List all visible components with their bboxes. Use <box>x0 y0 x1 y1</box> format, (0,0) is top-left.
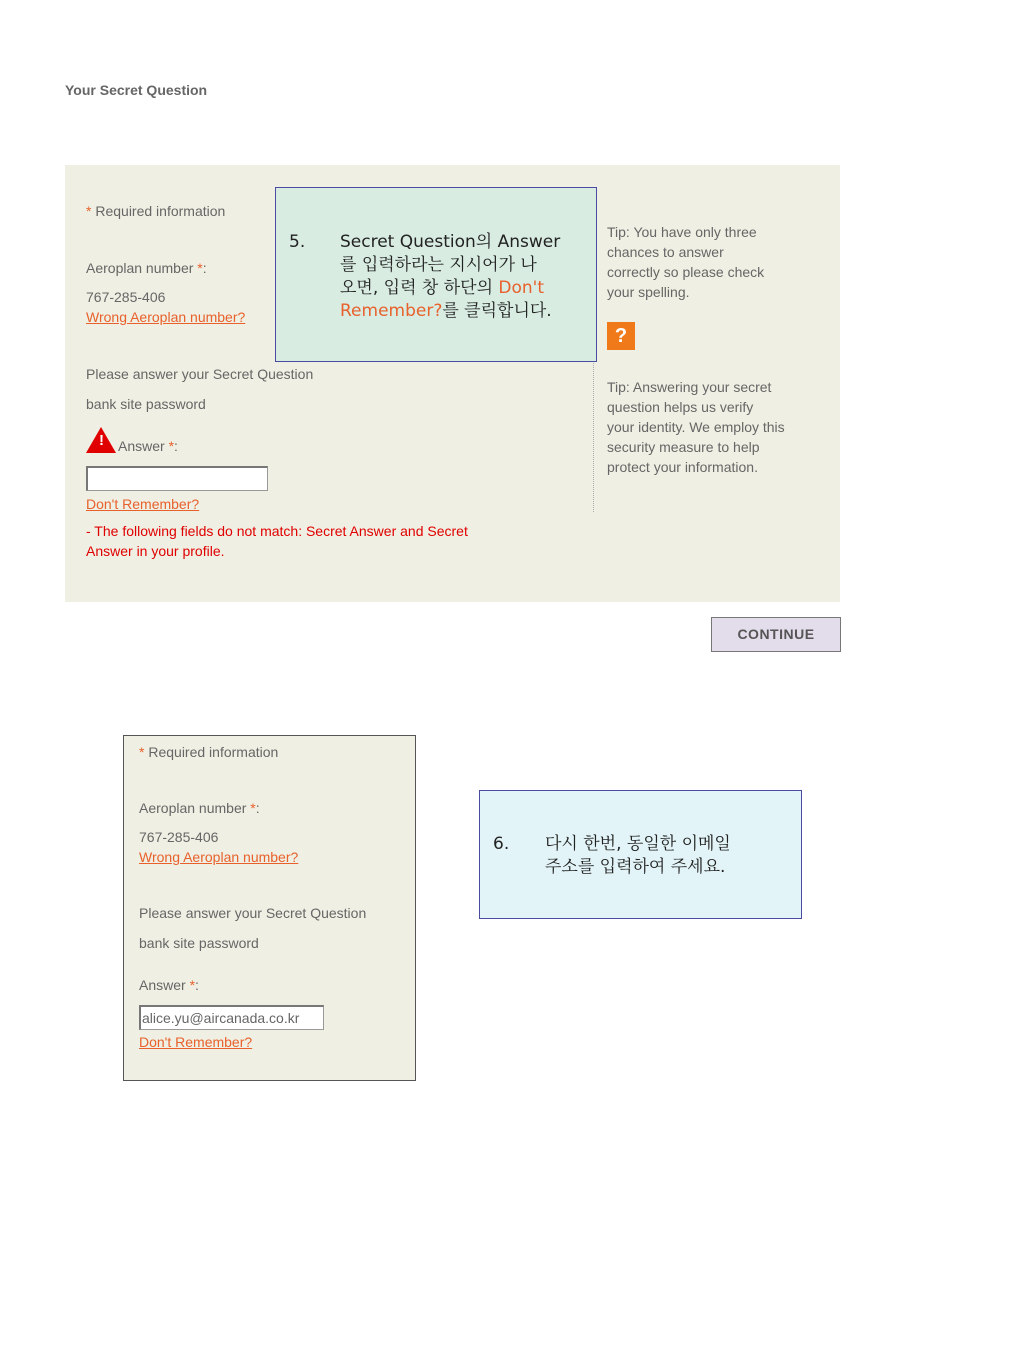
aeroplan-number-value: 767-285-406 <box>86 289 166 305</box>
label-colon: : <box>174 438 178 454</box>
answer-label-text: Answer <box>139 977 186 993</box>
answer-input[interactable] <box>86 466 268 491</box>
error-line: Answer in your profile. <box>86 543 225 559</box>
callout-line: 다시 한번, 동일한 이메일 <box>545 834 731 854</box>
required-marker: * <box>197 260 203 276</box>
tip-line: question helps us verify <box>607 399 754 415</box>
callout-line <box>340 277 560 300</box>
label-colon: : <box>202 260 207 276</box>
help-icon[interactable]: ? <box>607 322 635 350</box>
tip-line: Tip: Answering your secret <box>607 379 772 395</box>
secret-question-prompt: Please answer your Secret Question <box>86 366 314 382</box>
tip-attempts <box>607 222 764 302</box>
secret-question-text: bank site password <box>139 935 259 951</box>
label-colon: : <box>255 800 260 816</box>
answer-input[interactable]: alice.yu@aircanada.co.kr <box>139 1005 324 1030</box>
aeroplan-number-label <box>139 800 260 816</box>
aeroplan-label-text: Aeroplan number <box>139 800 247 816</box>
error-line: - The following fields do not match: Secret Answer and Secret <box>86 523 468 539</box>
answer-label-text: Answer <box>118 438 165 454</box>
required-info-label <box>86 203 225 219</box>
dont-remember-link[interactable]: Don't Remember? <box>86 496 200 512</box>
answer-label <box>139 977 199 993</box>
callout-line: Secret Question의 Answer <box>340 232 561 252</box>
continue-button[interactable]: CONTINUE <box>711 617 841 652</box>
callout-line <box>340 300 560 323</box>
dont-remember-link[interactable]: Don't Remember? <box>139 1034 253 1050</box>
wrong-aeroplan-link[interactable]: Wrong Aeroplan number? <box>86 309 246 325</box>
answer-label <box>118 438 178 454</box>
callout-highlight: Remember? <box>340 301 443 321</box>
required-marker: * <box>189 977 196 993</box>
aeroplan-number-value: 767-285-406 <box>139 829 219 845</box>
page-title: Your Secret Question <box>65 82 208 98</box>
callout-line: 를 입력하라는 지시어가 나 <box>340 255 537 275</box>
tip-line: Tip: You have only three <box>607 224 757 240</box>
secret-question-prompt: Please answer your Secret Question <box>139 905 367 921</box>
required-marker: * <box>86 203 92 219</box>
tip-line: your identity. We employ this <box>607 419 785 435</box>
tip-line: your spelling. <box>607 284 690 300</box>
callout-5-text <box>340 231 560 323</box>
tip-line: chances to answer <box>607 244 724 260</box>
callout-5-number: 5. <box>289 232 306 252</box>
callout-text-part: 오면, 입력 창 하단의 <box>340 278 499 298</box>
callout-6-number: 6. <box>493 834 510 854</box>
required-marker: * <box>139 744 145 760</box>
tip-line: security measure to help <box>607 439 760 455</box>
wrong-aeroplan-link[interactable]: Wrong Aeroplan number? <box>139 849 299 865</box>
tip-line: protect your information. <box>607 459 758 475</box>
warning-exclamation: ! <box>99 432 104 449</box>
required-info-text: Required information <box>95 203 226 219</box>
callout-line: 주소를 입력하여 주세요. <box>545 857 726 877</box>
secret-question-text: bank site password <box>86 396 206 412</box>
required-info-label <box>139 744 278 760</box>
required-marker: * <box>250 800 256 816</box>
tip-line: correctly so please check <box>607 264 765 280</box>
label-colon: : <box>195 977 199 993</box>
aeroplan-number-label <box>86 260 207 276</box>
required-marker: * <box>168 438 175 454</box>
required-info-text: Required information <box>148 744 279 760</box>
aeroplan-label-text: Aeroplan number <box>86 260 194 276</box>
callout-highlight: Don't <box>498 278 545 298</box>
tip-identity <box>607 377 785 477</box>
callout-text-part: 를 클릭합니다. <box>442 301 552 321</box>
callout-6-text <box>545 833 731 879</box>
error-message <box>86 521 468 561</box>
